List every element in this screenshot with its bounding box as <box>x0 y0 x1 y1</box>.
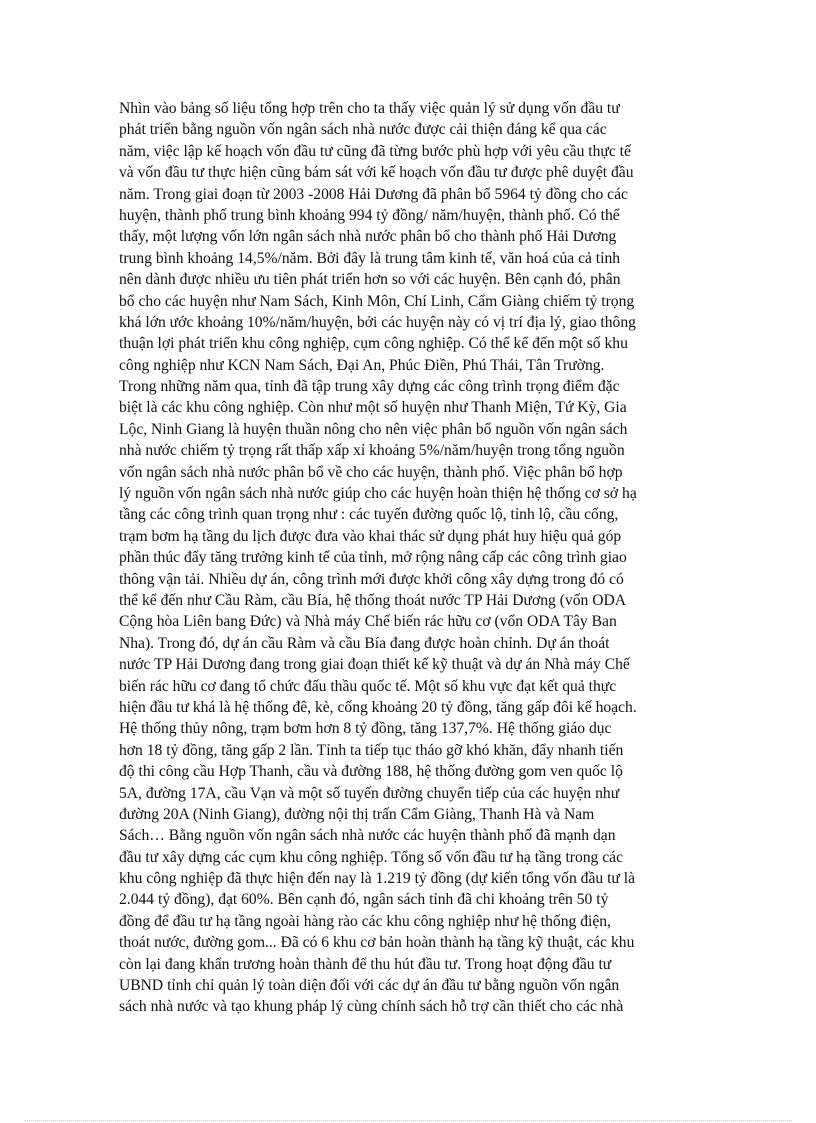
text-line: nên dành được nhiều ưu tiên phát triển hơn so với các huyện. Bên cạnh đó, phân <box>119 271 621 289</box>
text-line: Trong những năm qua, tỉnh đã tập trung xây dựng các công trình trọng điểm đặc <box>119 378 620 396</box>
text-line: phát triển bằng nguồn vốn ngân sách nhà nước được cải thiện đáng kể qua các <box>119 121 607 139</box>
text-line: Nhìn vào bảng số liệu tổng hợp trên cho ta thấy việc quản lý sử dụng vốn đầu tư <box>119 100 620 117</box>
text-line: lý nguồn vốn ngân sách nhà nước giúp cho các huyện hoàn thiện hệ thống cơ sở hạ <box>119 485 637 503</box>
text-line: nhà nước chiếm tỷ trọng rất thấp xấp xỉ khoảng 5%/năm/huyện trong tổng nguồn <box>119 442 625 460</box>
text-line: thể kể đến như Cầu Ràm, cầu Bía, hệ thống thoát nước TP Hải Dương (vốn ODA <box>119 591 626 609</box>
text-line: năm. Trong giai đoạn từ 2003 -2008 Hải Dương đã phân bổ 5964 tỷ đồng cho các <box>119 185 628 203</box>
text-line: UBND tỉnh chỉ quản lý toàn diện đối với các dự án đầu tư bằng nguồn vốn ngân <box>119 977 620 995</box>
text-line: hiện đầu tư khá là hệ thống đê, kè, cống khoảng 20 tỷ đồng, tăng gấp đôi kế hoạch. <box>119 698 637 716</box>
text-line: đầu tư xây dựng các cụm khu công nghiệp. Tổng số vốn đầu tư hạ tầng trong các <box>119 848 624 866</box>
text-line: Lộc, Ninh Giang là huyện thuần nông cho nên việc phân bổ nguồn vốn ngân sách <box>119 420 628 438</box>
text-line: khá lớn ước khoảng 10%/năm/huyện, bởi các huyện này có vị trí địa lý, giao thông <box>119 313 636 331</box>
text-line: khu công nghiệp đã thực hiện đến nay là 1.219 tỷ đồng (dự kiến tổng vốn đầu tư là <box>119 870 636 888</box>
text-line: độ thi công cầu Hợp Thanh, cầu và đường 188, hệ thống đường gom ven quốc lộ <box>119 763 623 781</box>
text-line: bổ cho các huyện như Nam Sách, Kinh Môn, Chí Linh, Cẩm Giàng chiếm tỷ trọng <box>119 292 635 310</box>
text-line: và vốn đầu tư thực hiện cũng bám sát với kế hoạch vốn đầu tư được phê duyệt đầu <box>119 164 634 182</box>
text-line: Sách… Bằng nguồn vốn ngân sách nhà nước các huyện thành phố đã mạnh dạn <box>119 827 616 845</box>
text-line: vốn ngân sách nhà nước phân bổ về cho các huyện, thành phố. Việc phân bổ hợp <box>119 463 623 481</box>
text-line: biến rác hữu cơ đang tổ chức đấu thầu quốc tế. Một số khu vực đạt kết quả thực <box>119 677 617 695</box>
text-line: đồng để đầu tư hạ tầng ngoài hàng rào các khu công nghiệp như hệ thống điện, <box>119 912 611 930</box>
text-line: nước TP Hải Dương đang trong giai đoạn thiết kế kỹ thuật và dự án Nhà máy Chế <box>119 656 630 674</box>
text-line: huyện, thành phố trung bình khoảng 994 tỷ đồng/ năm/huyện, thành phố. Có thể <box>119 206 620 224</box>
text-line: trạm bơm hạ tầng du lịch được đưa vào khai thác sử dụng phát huy hiệu quả góp <box>119 527 622 545</box>
text-line: công nghiệp như KCN Nam Sách, Đại An, Phúc Điền, Phú Thái, Tân Trường. <box>119 356 605 374</box>
text-line: phần thúc đẩy tăng trưởng kinh tế của tỉnh, mở rộng nâng cấp các công trình giao <box>119 549 627 567</box>
text-line: hơn 18 tỷ đồng, tăng gấp 2 lần. Tỉnh ta tiếp tục tháo gỡ khó khăn, đẩy nhanh tiến <box>119 741 624 759</box>
text-line: thấy, một lượng vốn lớn ngân sách nhà nước phân bổ cho thành phố Hải Dương <box>119 228 617 246</box>
text-line: biệt là các khu công nghiệp. Còn như một số huyện như Thanh Miện, Tứ Kỳ, Gia <box>119 399 627 417</box>
text-line: thoát nước, đường gom... Đã có 6 khu cơ bản hoàn thành hạ tầng kỹ thuật, các khu <box>119 934 635 952</box>
text-line: tầng các công trình quan trọng như : các tuyến đường quốc lộ, tỉnh lộ, cầu cống, <box>119 506 619 524</box>
page-bottom-divider <box>24 1120 792 1121</box>
text-line: trung bình khoảng 14,5%/năm. Bởi đây là trung tâm kinh tế, văn hoá của cả tỉnh <box>119 249 621 267</box>
body-paragraph <box>119 98 709 1018</box>
text-line: đường 20A (Ninh Giang), đường nội thị trấn Cẩm Giàng, Thanh Hà và Nam <box>119 805 595 823</box>
text-line: Cộng hòa Liên bang Đức) và Nhà máy Chế biến rác hữu cơ (vốn ODA Tây Ban <box>119 613 617 631</box>
text-line: thông vận tải. Nhiều dự án, công trình mới được khởi công xây dựng trong đó có <box>119 570 624 588</box>
text-line: năm, việc lập kế hoạch vốn đầu tư cũng đã từng bước phù hợp với yêu cầu thực tế <box>119 142 631 160</box>
text-line: Nha). Trong đó, dự án cầu Ràm và cầu Bía đang được hoàn chỉnh. Dự án thoát <box>119 634 610 652</box>
text-line: 2.044 tỷ đồng), đạt 60%. Bên cạnh đó, ngân sách tỉnh đã chi khoảng trên 50 tỷ <box>119 891 609 909</box>
text-line: thuận lợi phát triển khu công nghiệp, cụm công nghiệp. Có thể kể đến một số khu <box>119 335 628 353</box>
text-line: Hệ thống thủy nông, trạm bơm hơn 8 tỷ đồng, tăng 137,7%. Hệ thống giáo dục <box>119 720 612 738</box>
text-line: còn lại đang khẩn trương hoàn thành để thu hút đầu tư. Trong hoạt động đầu tư <box>119 955 612 973</box>
text-line: 5A, đường 17A, cầu Vạn và một số tuyến đường chuyển tiếp của các huyện như <box>119 784 620 802</box>
text-line: sách nhà nước và tạo khung pháp lý cùng chính sách hỗ trợ cần thiết cho các nhà <box>119 998 624 1016</box>
